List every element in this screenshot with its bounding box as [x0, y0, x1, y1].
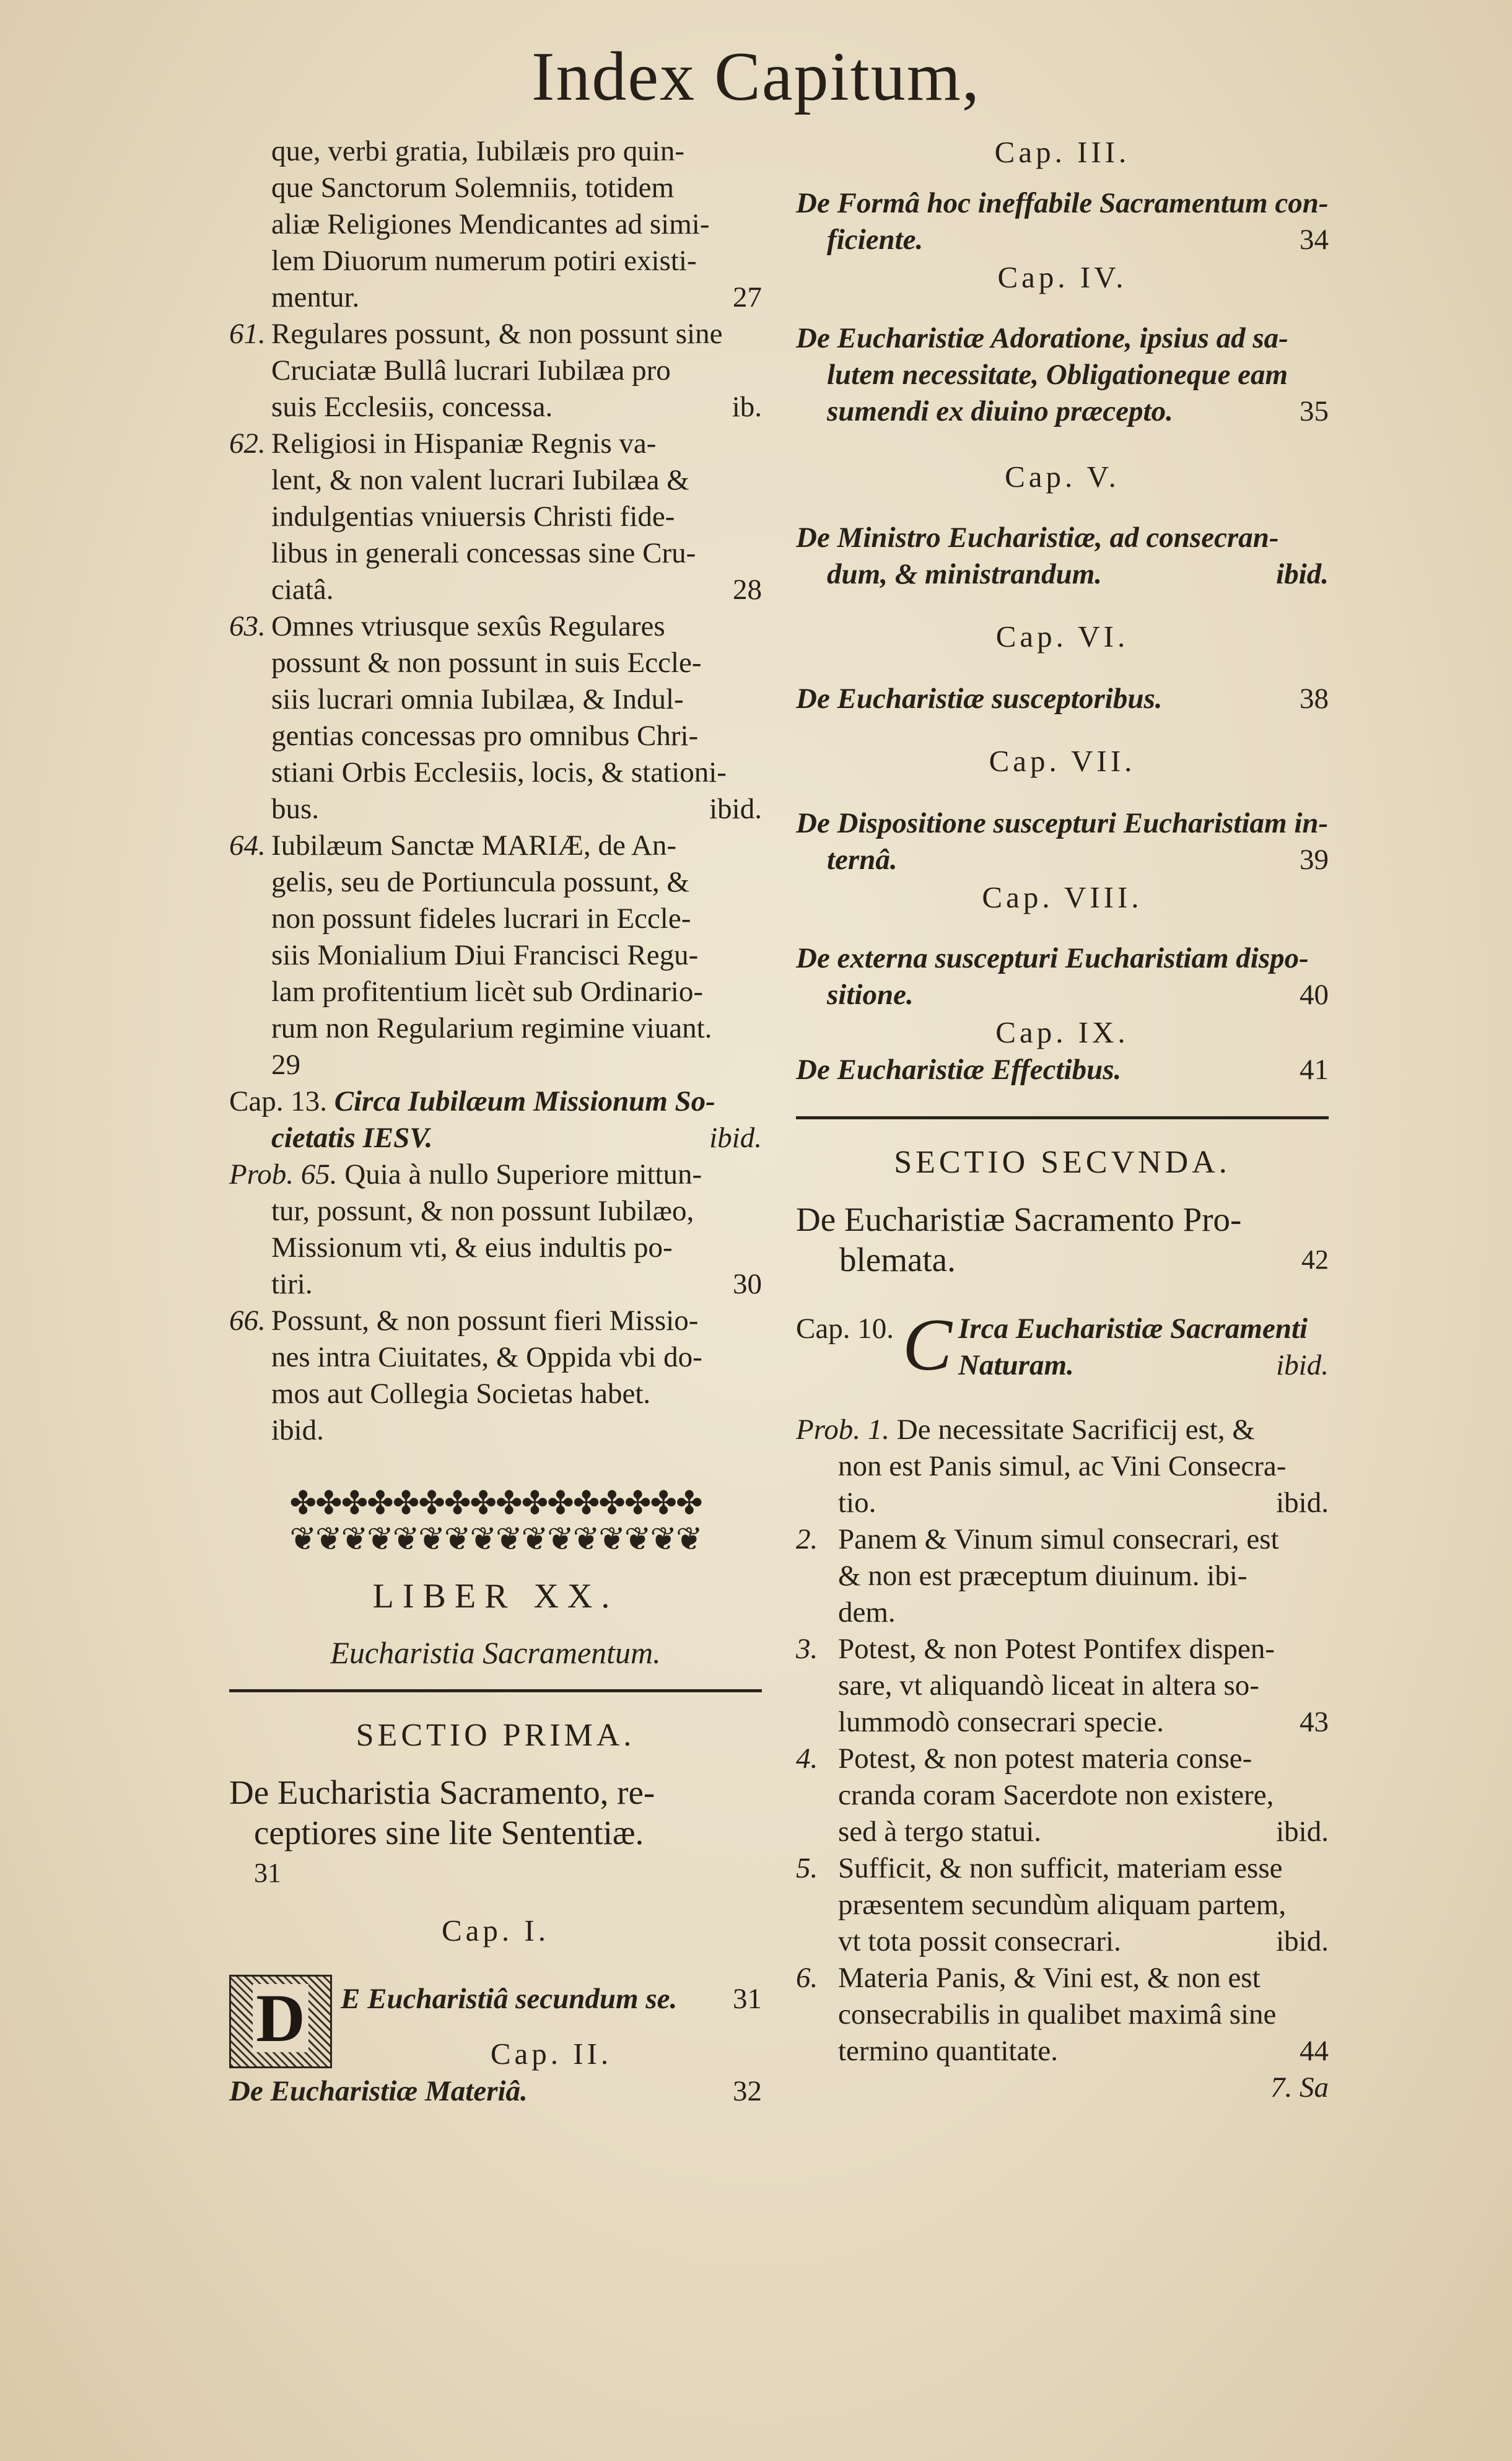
- problem-3-entry: 3. Potest, & non Potest Pontifex dispen- sare, vt aliquandò liceat in altera so- lummodò consecrari specie. 43: [796, 1631, 1329, 1741]
- ornament-band: ✤✤✤✤✤✤✤✤✤✤✤✤✤✤✤✤ ❦❦❦❦❦❦❦❦❦❦❦❦❦❦❦❦: [289, 1486, 702, 1557]
- chapter-8-entry: De externa suscepturi Eucharistiam dispo- sitione. 40: [796, 940, 1329, 1013]
- chapter-heading: Cap. VIII.: [982, 880, 1143, 914]
- chapter-heading: Cap. VI.: [995, 619, 1129, 653]
- decorated-initial: D: [229, 1975, 332, 2068]
- problem-1-entry: Prob. 1. De necessitate Sacrificij est, & non est Panis simul, ac Vini Consecra- tio. ibid.: [796, 1412, 1329, 1521]
- divider-rule: [796, 1116, 1329, 1119]
- entry-number: 5.: [796, 1852, 818, 1884]
- section-title: De Eucharistia Sacramento, re- ceptiores sine lite Sententiæ. 31: [229, 1772, 762, 1893]
- page-ref: ibid.: [709, 1122, 762, 1154]
- page-ref: 32: [733, 2075, 762, 2107]
- page-ref: 35: [1300, 395, 1329, 427]
- page-title: Index Capitum,: [531, 38, 981, 115]
- section-heading: SECTIO SECVNDA.: [894, 1145, 1231, 1180]
- page-ref: 40: [1300, 979, 1329, 1011]
- page-ref: ibid.: [1276, 1925, 1329, 1957]
- book-heading: LIBER XX.: [372, 1577, 619, 1615]
- page-ref: 41: [1300, 1054, 1329, 1086]
- chapter-label: Cap. 10.: [796, 1313, 894, 1345]
- entry-number: Prob. 1.: [796, 1414, 890, 1446]
- index-entry-61: 61. Regulares possunt, & non possunt sine Cruciatæ Bullâ lucrari Iubilæa pro suis Ecclesiis, concessa. ib.: [229, 316, 762, 426]
- problem-2-entry: 2. Panem & Vinum simul consecrari, est & non est præceptum diuinum. ibi- dem.: [796, 1521, 1329, 1631]
- page-ref: ibid.: [1276, 1816, 1329, 1848]
- chapter-10-entry: Cap. 10. C Irca Eucharistiæ Sacramenti Naturam. ibid.: [796, 1303, 1329, 1386]
- chapter-4-entry: De Eucharistiæ Adoratione, ipsius ad sa- lutem necessitate, Obligationeque eam sumendi ex diuino præcepto. 35: [796, 320, 1329, 430]
- page-ref: 27: [733, 281, 762, 313]
- index-entry-64: 64. Iubilæum Sanctæ MARIÆ, de An- gelis, seu de Portiuncula possunt, & non possunt fideles lucrari in Eccle- siis Monialium Diui Francisci Regu- lam profitentium licèt sub Ordinario- rum non Regularium regimine viuant. 29: [229, 828, 762, 1083]
- index-entry-65: Prob. 65. Quia à nullo Superiore mittun- tur, possunt, & non possunt Iubilæo, Missionum vti, & eius indultis po- tiri. 30: [229, 1156, 762, 1303]
- index-entry-62: 62. Religiosi in Hispaniæ Regnis va- lent, & non valent lucrari Iubilæa & indulgentias vniuersis Christi fide- libus in generali concessas sine Cru- ciatâ. 28: [229, 426, 762, 608]
- chapter-heading: Cap. IV.: [997, 260, 1127, 294]
- problem-4-entry: 4. Potest, & non potest materia conse- cranda coram Sacerdote non existere, sed à tergo statui. ibid.: [796, 1741, 1329, 1850]
- page-ref: 44: [1300, 2035, 1329, 2067]
- page-ref: 29: [271, 1049, 300, 1081]
- chapter-heading: Cap. III.: [994, 135, 1130, 169]
- chapter-heading: Cap. II.: [490, 2037, 613, 2071]
- page-ref: ibid.: [1276, 558, 1329, 590]
- section-heading: SECTIO PRIMA.: [356, 1718, 636, 1753]
- entry-number: 4.: [796, 1742, 818, 1775]
- entry-number: 66.: [229, 1305, 266, 1337]
- page-ref: 43: [1300, 1706, 1329, 1738]
- problem-5-entry: 5. Sufficit, & non sufficit, materiam esse præsentem secundùm aliquam partem, vt tota possit consecrari. ibid.: [796, 1850, 1329, 1960]
- entry-number: 61.: [229, 318, 266, 350]
- entry-number: 6.: [796, 1962, 818, 1994]
- page-ref: ibid.: [1276, 1349, 1329, 1381]
- problem-6-entry: 6. Materia Panis, & Vini est, & non est consecrabilis in qualibet maximâ sine termino quantitate. 44: [796, 1960, 1329, 2070]
- book-subtitle: Eucharistia Sacramentum.: [330, 1635, 661, 1670]
- entry-number: 2.: [796, 1523, 818, 1555]
- divider-rule: [229, 1689, 762, 1692]
- entry-number: 63.: [229, 610, 266, 642]
- page-ref: 31: [254, 1858, 281, 1888]
- decorated-initial: C: [902, 1303, 953, 1386]
- page-ref: ibid.: [709, 793, 762, 825]
- chapter-13-entry: Cap. 13. Circa Iubilæum Missionum So- cietatis IESV. ibid.: [229, 1083, 762, 1156]
- entry-number: 62.: [229, 427, 266, 460]
- entry-number: 64.: [229, 829, 266, 862]
- chapter-heading: Cap. V.: [1005, 460, 1120, 494]
- chapter-3-entry: De Formâ hoc ineffabile Sacramentum con- ficiente. 34: [796, 185, 1329, 258]
- section-title: De Eucharistiæ Sacramento Pro- blemata. 42: [796, 1200, 1329, 1279]
- page-ref: 38: [1300, 683, 1329, 715]
- chapter-heading: Cap. IX.: [995, 1015, 1129, 1049]
- chapter-heading: Cap. I.: [442, 1913, 549, 1947]
- chapter-heading: Cap. VII.: [989, 744, 1136, 778]
- chapter-label: Cap. 13.: [229, 1085, 327, 1117]
- page-ref: 34: [1300, 224, 1329, 256]
- page-ref: ibid.: [1276, 1487, 1329, 1519]
- page-ref: 39: [1300, 844, 1329, 876]
- catchword: 7. Sa: [1270, 2071, 1329, 2104]
- chapter-1-entry: D E Eucharistiâ secundum se. 31 Cap. II. De Eucharistiæ Materiâ. 32: [229, 1975, 762, 2110]
- page-ref: 28: [733, 574, 762, 606]
- entry-number: Prob. 65.: [229, 1158, 338, 1191]
- right-column: [796, 133, 1329, 2106]
- left-column: [229, 133, 762, 2110]
- page-ref: 30: [733, 1268, 762, 1300]
- entry-number: 3.: [796, 1633, 818, 1665]
- page-ref: 31: [733, 1983, 762, 2015]
- chapter-5-entry: De Ministro Eucharistiæ, ad consecran- dum, & ministrandum. ibid.: [796, 520, 1329, 593]
- chapter-7-entry: De Dispositione suscepturi Eucharistiam in- ternâ. 39: [796, 805, 1329, 878]
- page-ref: ib.: [732, 391, 762, 423]
- chapter-6-entry: De Eucharistiæ susceptoribus. 38: [796, 681, 1329, 717]
- index-entry-continued: que, verbi gratia, Iubilæis pro quin- que Sanctorum Solemniis, totidem aliæ Religiones Mendicantes ad simi- lem Diuorum numerum potiri existi- mentur. 27: [229, 133, 762, 316]
- index-entry-63: 63. Omnes vtriusque sexûs Regulares possunt & non possunt in suis Eccle- siis lucrari omnia Iubilæa, & Indul- gentias concessas pro omnibus Chri- stiani Orbis Ecclesiis, locis, & stationi- bus. ibid.: [229, 608, 762, 828]
- index-entry-66: 66. Possunt, & non possunt fieri Missio- nes intra Ciuitates, & Oppida vbi do- mos aut Collegia Societas habet. ibid.: [229, 1303, 762, 1449]
- chapter-9-entry: De Eucharistiæ Effectibus. 41: [796, 1052, 1329, 1088]
- page-ref: 42: [1301, 1244, 1329, 1275]
